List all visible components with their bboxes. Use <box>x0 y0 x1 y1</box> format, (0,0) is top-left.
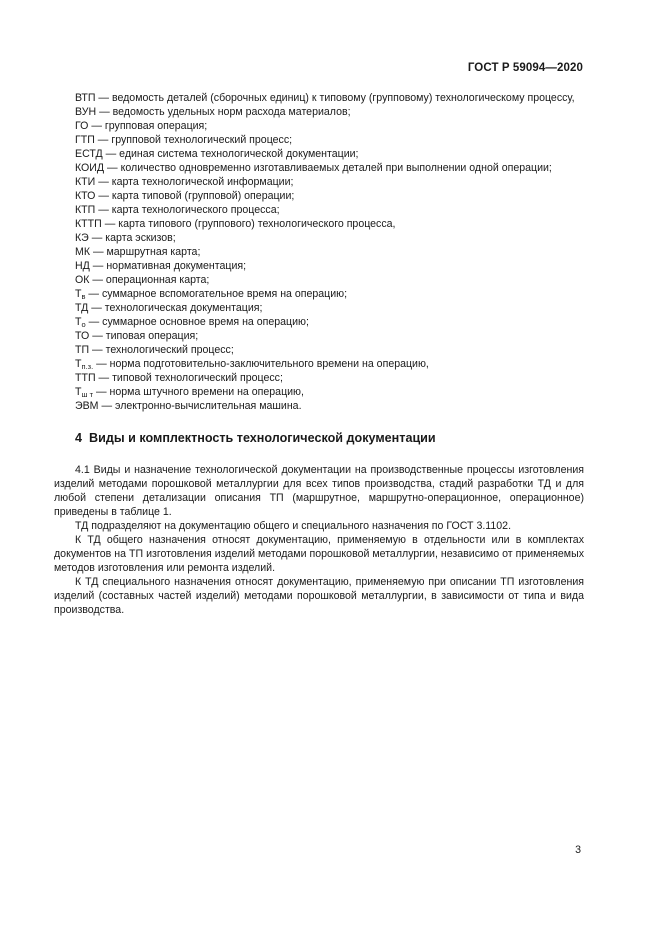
abbreviation-item <box>54 203 584 217</box>
document-code-header: ГОСТ Р 59094—2020 <box>467 62 583 74</box>
em-dash: — <box>101 400 113 412</box>
abbreviation-definition: операционная карта; <box>105 274 210 286</box>
abbreviation-term: ЕСТД <box>75 148 103 160</box>
abbreviation-term: ВУН <box>75 106 97 118</box>
em-dash: — <box>92 330 103 342</box>
em-dash: — <box>91 120 102 132</box>
abbreviation-term: $Т_{п.з.}$ <box>75 358 94 371</box>
em-dash: — <box>88 288 100 300</box>
abbreviation-item <box>54 329 584 343</box>
abbreviation-definition: маршрутная карта; <box>106 246 201 258</box>
section-heading <box>75 431 436 445</box>
abbreviation-item <box>54 385 584 399</box>
em-dash: — <box>99 106 110 118</box>
abbreviations-list <box>54 91 584 413</box>
em-dash: — <box>98 176 109 188</box>
page-number: 3 <box>575 844 581 856</box>
abbreviation-definition: единая система технологической документации; <box>119 148 359 160</box>
em-dash: — <box>98 92 109 104</box>
abbreviation-term: ТТП <box>75 372 96 384</box>
abbreviation-definition: карта типового (группового) технологического процесса, <box>118 218 396 230</box>
paragraph: 4.1 Виды и назначение технологической документации на производственные процессы изготовления изделий методами порошковой металлургии для всех типов производства, стадий разработки ТД и для любой степени детализации описания ТП (маршрутное, маршрутно-операционное, операционное) приведены в таблице 1. <box>54 464 584 518</box>
abbreviation-definition: групповой технологический процесс; <box>111 134 293 146</box>
abbreviation-item <box>54 245 584 259</box>
abbreviation-definition: карта типовой (групповой) операции; <box>111 190 295 202</box>
abbreviation-item <box>54 105 584 119</box>
abbreviation-term: НД <box>75 260 90 272</box>
abbreviation-term: ТО <box>75 330 90 342</box>
abbreviation-term: МК <box>75 246 90 258</box>
section-number: 4 <box>75 431 83 445</box>
abbreviation-item <box>54 161 584 175</box>
em-dash: — <box>105 148 117 160</box>
abbreviation-item <box>54 189 584 203</box>
abbreviation-item <box>54 147 584 161</box>
em-dash: — <box>98 204 109 216</box>
abbreviation-definition: типовой технологический процесс; <box>112 372 283 384</box>
em-dash: — <box>91 302 102 314</box>
abbreviation-definition: ведомость деталей (сборочных единиц) к типовому (групповому) технологическому процессу, <box>111 92 575 104</box>
abbreviation-term: КОИД <box>75 162 105 174</box>
em-dash: — <box>92 344 103 356</box>
section-title: Виды и комплектность технологической документации <box>89 431 436 445</box>
abbreviation-definition: норма штучного времени на операцию, <box>109 386 304 398</box>
paragraph: ТД подразделяют на документацию общего и специального назначения по ГОСТ 3.1102. <box>75 520 512 532</box>
abbreviation-term: ВТП <box>75 92 96 104</box>
abbreviation-definition: суммарное вспомогательное время на операцию; <box>101 288 348 300</box>
abbreviation-term: ЭВМ <box>75 400 99 412</box>
abbreviation-subscript: о <box>81 320 86 329</box>
abbreviation-item <box>54 217 584 231</box>
abbreviation-definition: норма подготовительно-заключительного времени на операцию, <box>109 358 429 370</box>
abbreviation-definition: групповая операция; <box>104 120 208 132</box>
abbreviation-term: ГО <box>75 120 89 132</box>
em-dash: — <box>97 134 109 146</box>
abbreviation-term: КТИ <box>75 176 96 188</box>
abbreviation-definition: карта эскизов; <box>105 232 176 244</box>
abbreviation-definition: технологический процесс; <box>105 344 234 356</box>
abbreviation-term: ТП <box>75 344 90 356</box>
abbreviation-term: КТП <box>75 204 96 216</box>
abbreviation-subscript: ш т <box>81 390 94 399</box>
abbreviation-definition: нормативная документация; <box>106 260 247 272</box>
abbreviation-item <box>54 273 584 287</box>
abbreviation-definition: технологическая документация; <box>104 302 263 314</box>
abbreviation-term: ГТП <box>75 134 95 146</box>
abbreviation-item <box>54 315 584 329</box>
abbreviation-term: КТТП <box>75 218 102 230</box>
em-dash: — <box>98 190 109 202</box>
abbreviation-definition: суммарное основное время на операцию; <box>102 316 309 328</box>
em-dash: — <box>91 232 103 244</box>
abbreviation-item <box>54 357 584 371</box>
abbreviation-definition: карта технологического процесса; <box>111 204 280 216</box>
abbreviation-definition: ведомость удельных норм расхода материалов; <box>112 106 351 118</box>
em-dash: — <box>92 260 104 272</box>
em-dash: — <box>107 162 118 174</box>
abbreviation-item <box>54 175 584 189</box>
abbreviation-term: $Т_{ш т}$ <box>75 386 94 399</box>
abbreviation-definition: электронно-вычислительная машина. <box>115 400 302 412</box>
section-body <box>54 463 584 617</box>
abbreviation-subscript: п.з. <box>81 362 94 371</box>
em-dash: — <box>92 274 103 286</box>
abbreviation-subscript: в <box>81 292 86 301</box>
abbreviation-item <box>54 91 584 105</box>
abbreviation-term: $Т_о$ <box>75 316 86 329</box>
abbreviation-term: КТО <box>75 190 96 202</box>
paragraph: К ТД специального назначения относят документацию, применяемую при описании ТП изготовления изделий (составных частей изделий) методами порошковой металлургии, в зависимости от типа и вида производства. <box>54 576 584 616</box>
abbreviation-item <box>54 399 584 413</box>
abbreviation-item <box>54 119 584 133</box>
em-dash: — <box>96 358 107 370</box>
paragraph: К ТД общего назначения относят документацию, применяемую в отдельности или в комплектах документов на ТП изготовления изделий методами порошковой металлургии, независимо от применяемых методов изготовления или ремонта изделий. <box>54 534 584 574</box>
abbreviation-term: ТД <box>75 302 89 314</box>
abbreviation-item <box>54 301 584 315</box>
abbreviation-term: $Т_в$ <box>75 288 86 301</box>
em-dash: — <box>98 372 110 384</box>
abbreviation-term: ОК <box>75 274 90 286</box>
abbreviation-item <box>54 259 584 273</box>
abbreviation-definition: карта технологической информации; <box>111 176 294 188</box>
em-dash: — <box>88 316 100 328</box>
abbreviation-item <box>54 343 584 357</box>
abbreviation-definition: типовая операция; <box>105 330 199 342</box>
em-dash: — <box>95 386 107 398</box>
em-dash: — <box>92 246 104 258</box>
abbreviation-term: КЭ <box>75 232 89 244</box>
abbreviation-definition: количество одновременно изготавливаемых деталей при выполнении одной операции; <box>120 162 552 174</box>
em-dash: — <box>104 218 116 230</box>
abbreviation-item <box>54 133 584 147</box>
abbreviation-item <box>54 231 584 245</box>
abbreviation-item <box>54 371 584 385</box>
abbreviation-item <box>54 287 584 301</box>
